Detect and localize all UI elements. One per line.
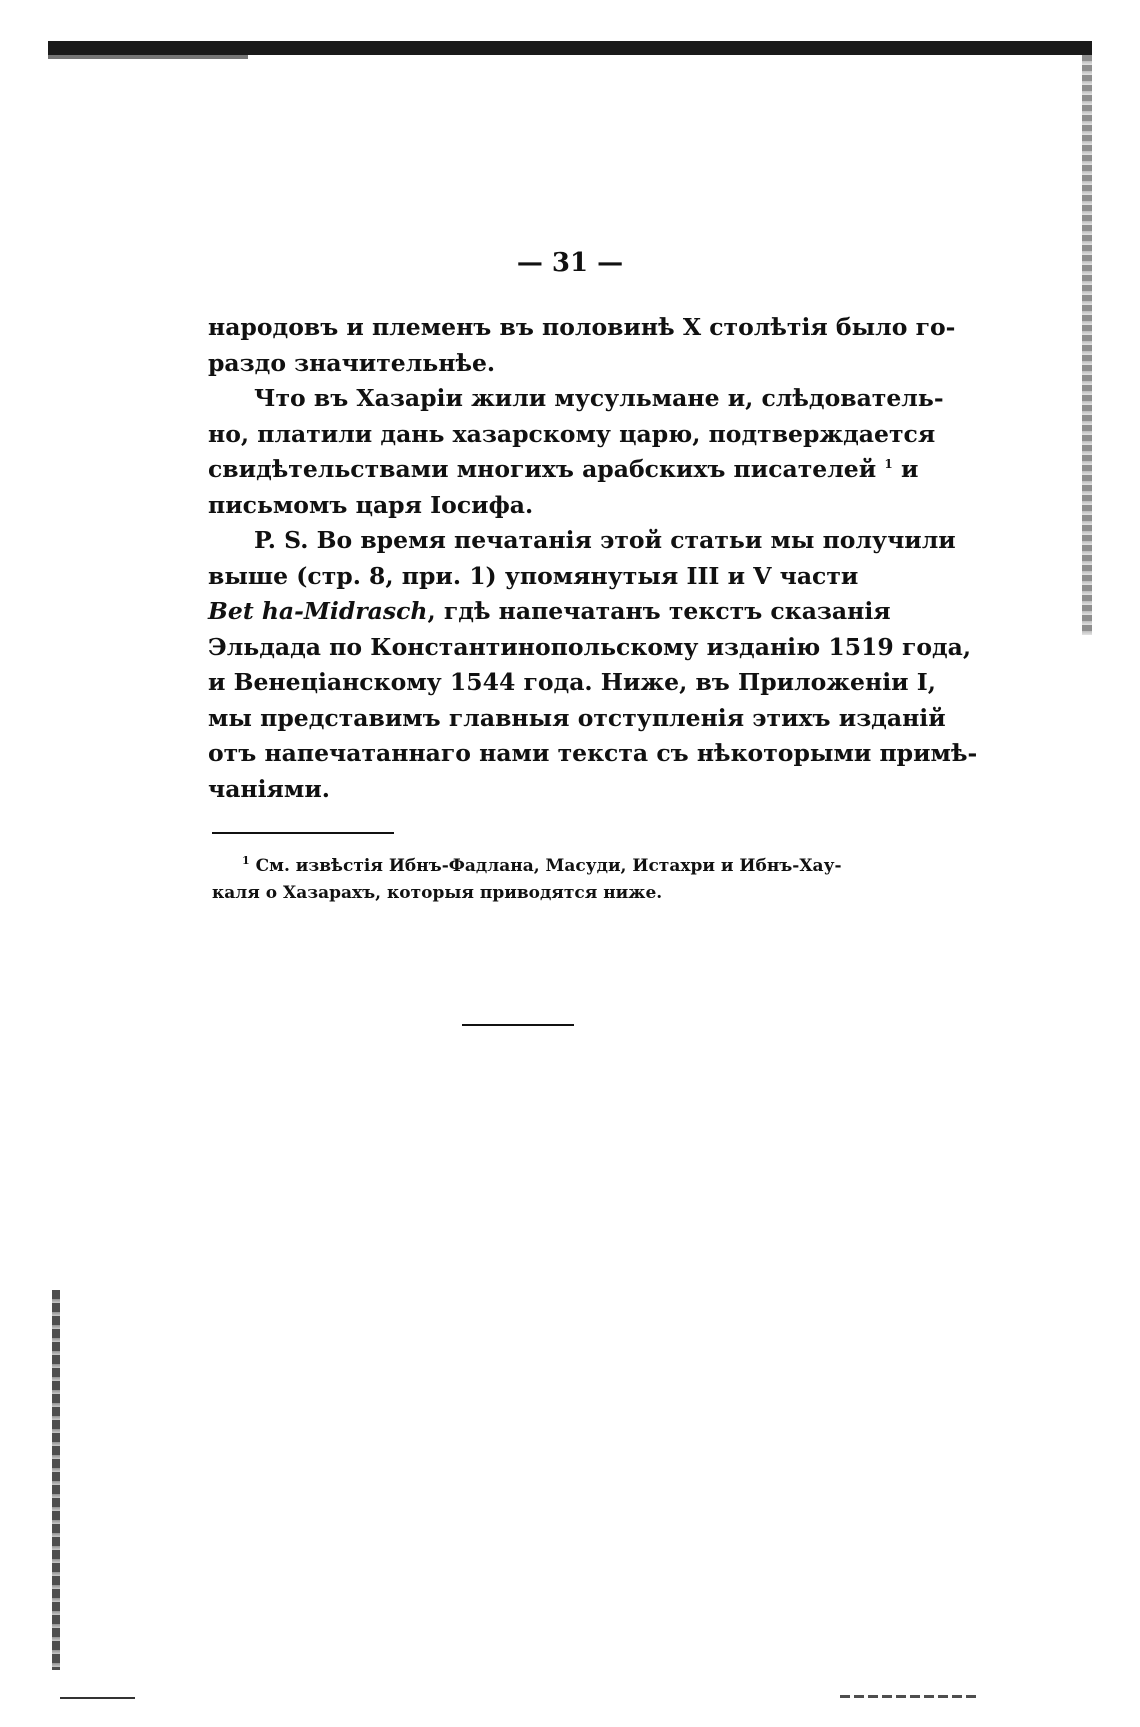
text-line (208, 594, 891, 630)
top-border-rule-shadow (48, 55, 248, 59)
page-number: — 31 — (516, 248, 624, 278)
text-line-part: свидѣтельствами многихъ арабскихъ писателей (208, 455, 877, 483)
text-line: но, платили дань хазарскому царю, подтверждается (208, 419, 936, 448)
text-line: раздо значительнѣе. (208, 348, 496, 377)
left-scan-edge (52, 1290, 60, 1670)
bottom-scan-mark-left (60, 1697, 135, 1699)
text-line: мы представимъ главныя отступленія этихъ изданій (208, 703, 946, 732)
text-line: и Венеціанскому 1544 года. Ниже, въ Приложеніи I, (208, 668, 936, 696)
top-border-rule (48, 41, 1092, 55)
footnote-text: См. извѣстія Ибнъ-Фадлана, Масуди, Истахри и Ибнъ-Хау- (255, 856, 842, 876)
text-line-part: , гдѣ напечатанъ текстъ сказанія (427, 597, 891, 625)
end-of-chapter-rule (462, 1024, 574, 1026)
footnote-reference[interactable]: 1 (884, 457, 893, 472)
footnote-mark: 1 (242, 854, 250, 868)
text-line: народовъ и племенъ въ половинѣ X столѣтія было го- (208, 313, 956, 341)
footnote-line (212, 853, 842, 880)
footnote-divider (212, 832, 394, 834)
bottom-scan-mark-right (840, 1695, 980, 1698)
right-scan-edge (1082, 55, 1092, 635)
title-italic: Bet ha-Midrasch (208, 597, 428, 625)
text-line: Что въ Хазаріи жили мусульмане и, слѣдователь- (254, 384, 944, 412)
text-line: письмомъ царя Іосифа. (208, 490, 534, 519)
text-line: отъ напечатаннаго нами текста съ нѣкоторыми примѣ- (208, 739, 978, 767)
text-line: Эльдада по Константинопольскому изданію 1519 года, (208, 632, 972, 661)
main-text (208, 310, 978, 807)
text-line: выше (стр. 8, при. 1) упомянутыя III и V части (208, 561, 859, 590)
text-line: P. S. Во время печатанія этой статьи мы получили (254, 526, 956, 554)
text-line-part: и (900, 455, 919, 483)
text-line: чаніями. (208, 774, 330, 803)
footnote-line: каля о Хазарахъ, которыя приводятся ниже. (212, 883, 663, 903)
footnote (212, 853, 842, 907)
text-line (208, 452, 919, 488)
